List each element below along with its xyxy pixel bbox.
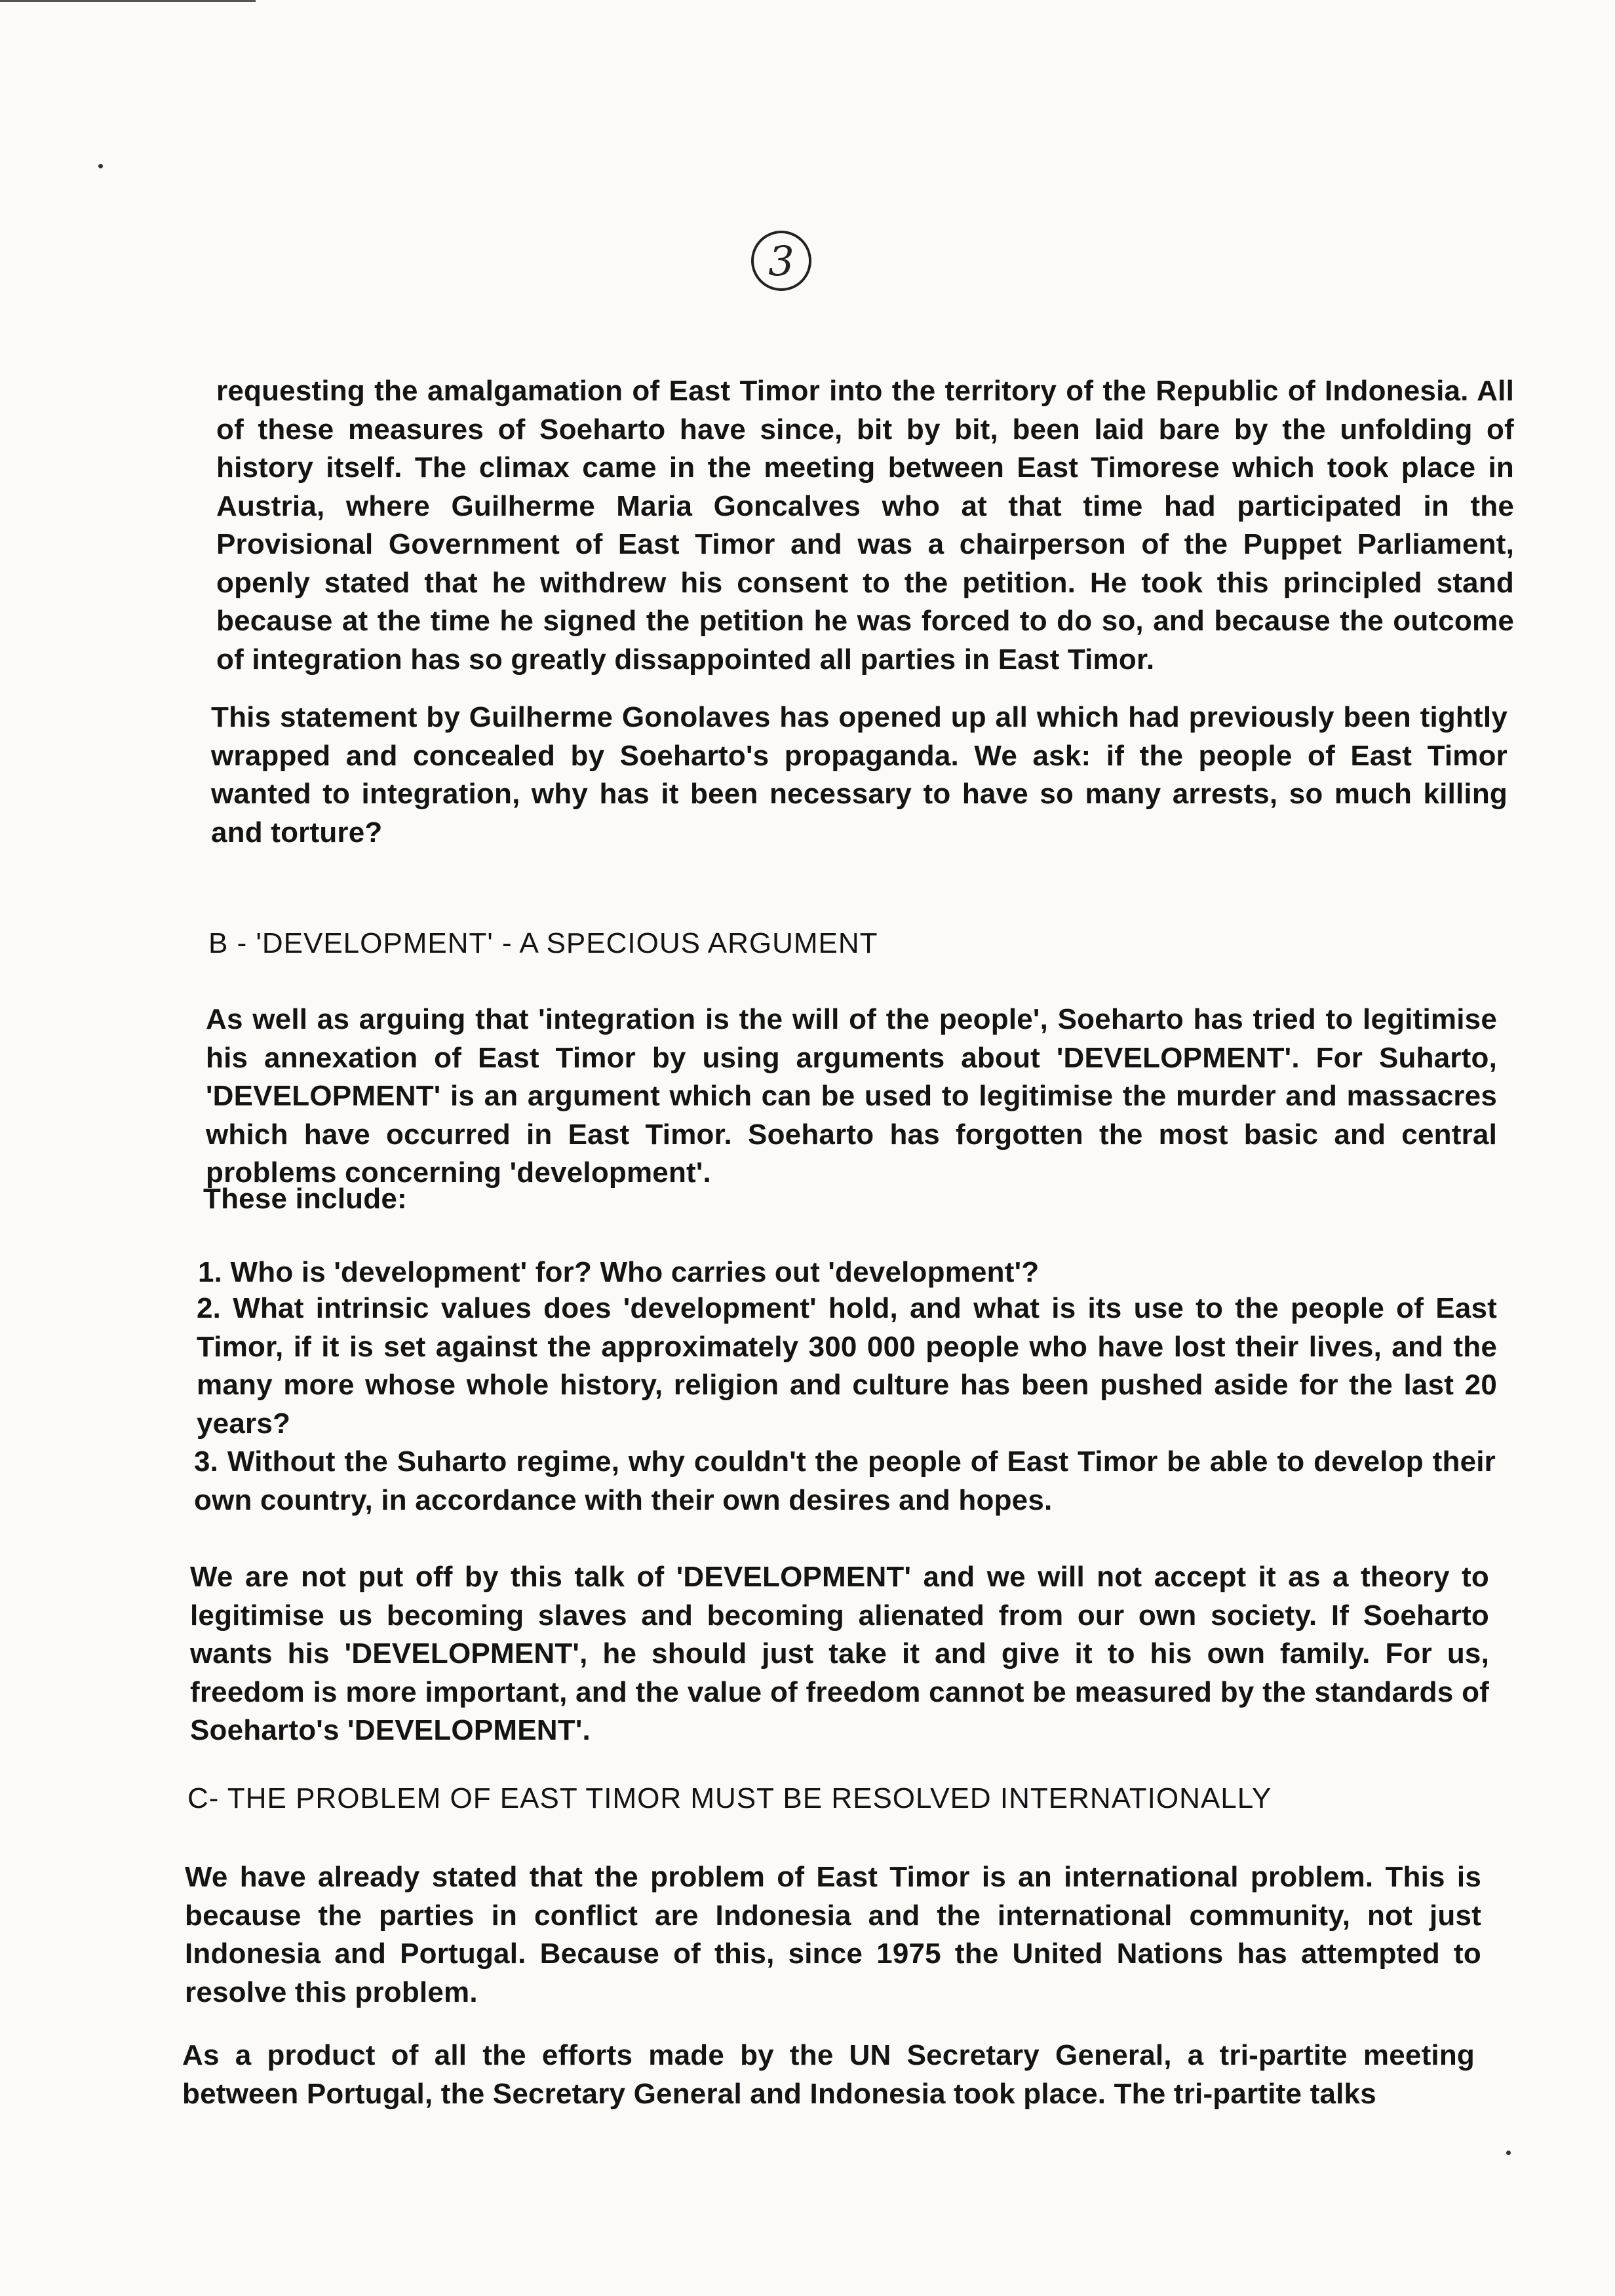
paragraph-integration: requesting the amalgamation of East Timor into the territory of the Republic of Indonesia. All of these measures of Soeharto have since, bit by bit, been laid bare by the unfolding of history itself. The climax came in the meeting between East Timorese which took place in Austria, where Guilherme Maria Goncalves who at that time had participated in the Provisional Government of East Timor and was a chairperson of the Puppet Parliament, openly stated that he withdrew his consent to the petition. He took this principled stand because at the time he signed the petition he was forced to do so, and because the outcome of integration has so greatly dissappointed all parties in East Timor. [216,375,1514,676]
section-b-heading: B - 'DEVELOPMENT' - A SPECIOUS ARGUMENT [208,927,878,959]
question-2: 2. What intrinsic values does 'development' hold, and what is its use to the people of East Timor, if it is set against the approximately 300 000 people who have lost their lives, and the many more whose whole history, religion and culture has been pushed aside for the last 20 years? [197,1292,1497,1440]
section-c-paragraph-2: As a product of all the efforts made by the UN Secretary General, a tri-partite meeting between Portugal, the Secretary General and Indonesia took place. The tri-partite talks [182,2039,1475,2110]
question-1: 1. Who is 'development' for? Who carries out 'development'? [198,1256,1040,1288]
scan-speck [98,164,103,168]
section-c-paragraph-1: We have already stated that the problem of East Timor is an international problem. This is because the parties in conflict are Indonesia and the international community, not just Indonesia and Portugal. Because of this, since 1975 the United Nations has attempted to resolve this problem. [185,1861,1481,2008]
section-c-heading: C- THE PROBLEM OF EAST TIMOR MUST BE RESOLVED INTERNATIONALLY [187,1782,1272,1814]
top-edge-line [0,0,256,2]
section-b-conclusion: We are not put off by this talk of 'DEVELOPMENT' and we will not accept it as a theory to legitimise us becoming slaves and becoming alienated from our own society. If Soeharto wants his 'DEVELOPMENT', he should just take it and give it to his own family. For us, freedom is more important, and the value of freedom cannot be measured by the standards of Soeharto's 'DEVELOPMENT'. [190,1561,1489,1746]
page-number: 3 [751,231,811,291]
scan-speck [1506,2151,1511,2155]
paragraph-statement: This statement by Guilherme Gonolaves has opened up all which had previously been tightly wrapped and concealed by Soeharto's propaganda. We ask: if the people of East Timor wanted to integration, why has it been necessary to have so many arrests, so much killing and torture? [211,701,1508,849]
question-3: 3. Without the Suharto regime, why couldn't the people of East Timor be able to develop their own country, in accordance with their own desires and hopes. [194,1445,1496,1516]
section-b-intro-tail: These include: [203,1183,407,1215]
section-b-intro: As well as arguing that 'integration is the will of the people', Soeharto has tried to legitimise his annexation of East Timor by using arguments about 'DEVELOPMENT'. For Suharto, 'DEVELOPMENT' is an argument which can be used to legitimise the murder and massacres which have occurred in East Timor. Soeharto has forgotten the most basic and central problems concerning 'development'. [206,1003,1497,1189]
